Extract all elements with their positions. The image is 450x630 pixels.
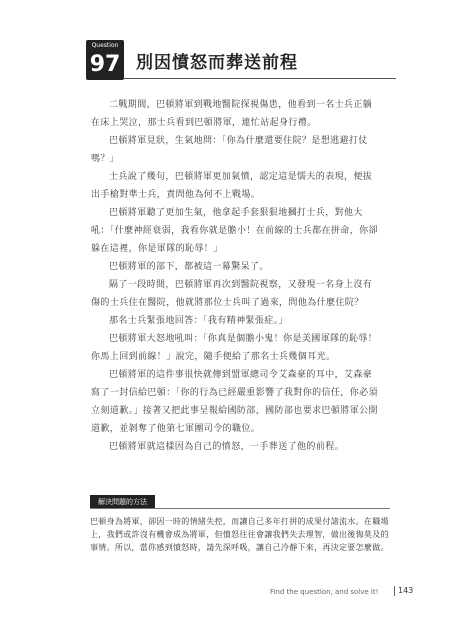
- title-divider: [124, 78, 396, 79]
- paragraph: 巴頓將軍聽了更加生氣，他拿起手套狠狠地摑打士兵，對他大吼：「什麼神經衰弱，我看你就是膽小！在前線的士兵都在拼命，你卻躲在這裡，你是軍隊的恥辱！」: [91, 208, 378, 254]
- solution-text: 巴頓身為將軍，卻因一時的情緒失控，而讓自己多年打拼的成果付諸流水。在職場上，我們或許沒有機會成為將軍，但憤怒往往會讓我們失去理智，做出後悔莫及的事情。所以，當你感到憤怒時，請先深呼吸，讓自己冷靜下來，再決定要怎麼做。: [90, 517, 389, 552]
- paragraph: 隔了一段時間，巴頓將軍再次到醫院視察，又發現一名身上沒有傷的士兵住在醫院，他就將那位士兵叫了過來，問他為什麼住院？: [91, 280, 373, 308]
- solution-heading: 解決問題的方法: [90, 495, 155, 509]
- question-badge: [86, 40, 124, 80]
- footer-divider: [394, 586, 395, 596]
- page-title: 別因憤怒而葬送前程: [136, 53, 298, 73]
- paragraph: 士兵說了幾句，巴頓將軍更加氣憤，認定這是懦夫的表現，便拔出手槍對準士兵，責問他為何不上戰場。: [91, 172, 373, 200]
- paragraph: 巴頓將軍就這樣因為自己的憤怒，一手葬送了他的前程。: [109, 442, 345, 452]
- solution-divider: [90, 508, 390, 509]
- question-number: 97: [89, 52, 121, 77]
- paragraph: 巴頓將軍見狀，生氣地問：「你為什麼還要住院？是想逃避打仗嗎？」: [91, 136, 368, 164]
- paragraph: 二戰期間，巴頓將軍到戰地醫院探視傷患，他看到一名士兵正躺在床上哭泣，那士兵看到巴頓將軍，連忙站起身行禮。: [91, 100, 373, 128]
- page-number: 143: [398, 586, 414, 595]
- paragraph: 那名士兵緊張地回答：「我有精神緊張症。」: [109, 316, 289, 326]
- paragraph: 巴頓將軍的這件事很快就傳到盟軍總司令艾森豪的耳中，艾森豪寫了一封信給巴頓：「你的行為已經嚴重影響了我對你的信任，你必須立刻道歉。」接著又把此事呈報給國防部，國防部也要求巴頓將軍公開道歉，並剝奪了他第七軍團司令的職位。: [91, 370, 378, 434]
- footer-caption: Find the question, and solve it!: [270, 588, 379, 596]
- paragraph: 巴頓將軍的部下，都被這一幕驚呆了。: [109, 262, 269, 272]
- question-label: Question: [91, 42, 119, 49]
- paragraph: 巴頓將軍大怒地吼叫：「你真是個膽小鬼！你是美國軍隊的恥辱！你馬上回到前線！」說完，隨手便給了那名士兵幾個耳光。: [91, 334, 378, 362]
- article-body: [91, 96, 381, 456]
